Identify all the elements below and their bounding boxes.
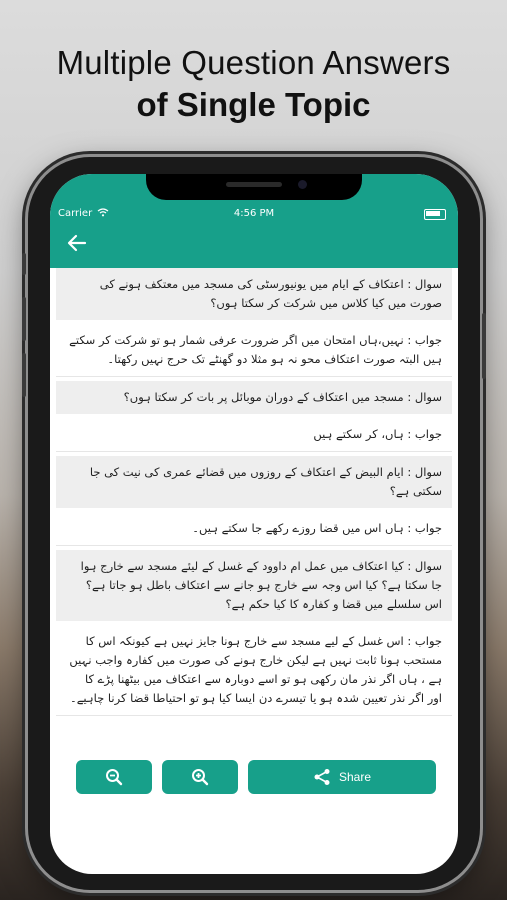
phone-power-button: [482, 313, 486, 379]
bottom-toolbar: [50, 754, 458, 802]
status-time: 4:56 PM: [233, 208, 275, 219]
promo-headline-line1: Multiple Question Answers: [56, 44, 451, 81]
question-item: سوال : مسجد میں اعتکاف کے دوران موبائل پر بات کر سکتا ہوں؟: [56, 381, 452, 414]
zoom-in-button[interactable]: [162, 760, 238, 794]
promo-headline-line2: of Single Topic: [136, 86, 371, 123]
battery-icon: [424, 209, 446, 220]
status-bar: [50, 208, 458, 224]
zoom-out-button[interactable]: [76, 760, 152, 794]
share-label: Share: [338, 770, 372, 784]
share-icon: [313, 768, 331, 786]
question-item: سوال : کیا اعتکاف میں عمل ام داوود کے غسل کے لیئے مسجد سے خارج ہوا جا سکتا ہے؟ کیا اس وجہ سے خارج ہو جانے سے اعتکاف باطل ہو جاتا ہے؟ اس سلسلے میں قضا و کفارہ کا کیا حکم ہے؟: [56, 550, 452, 621]
zoom-in-icon: [191, 768, 209, 786]
front-camera: [298, 180, 307, 189]
back-button[interactable]: [66, 232, 94, 260]
zoom-out-icon: [105, 768, 123, 786]
qa-list[interactable]: [50, 268, 458, 748]
arrow-left-icon: [66, 232, 88, 254]
answer-item: جواب : نہیں،ہاں امتحان میں اگر ضرورت عرفی شمار ہو تو شرکت کر سکتے ہیں البتہ صورت اعتکاف محو نہ ہو مثلا دو گھنٹے تک حرج نہیں رکھتا۔: [56, 324, 452, 377]
phone-volume-down: [22, 353, 26, 397]
answer-item: جواب : ہاں، کر سکتے ہیں: [56, 418, 452, 452]
phone-volume-up: [22, 297, 26, 341]
answer-item: جواب : ہاں اس میں قضا روزے رکھے جا سکتے ہیں۔: [56, 512, 452, 546]
speaker-grille: [226, 182, 282, 187]
phone-frame: [28, 157, 480, 890]
question-item: سوال : ایام البیض کے اعتکاف کے روزوں میں قضائے عمری کی نیت کی جا سکتی ہے؟: [56, 456, 452, 508]
answer-item: جواب : اس غسل کے لیے مسجد سے خارج ہونا جایز نہیں ہے کیونکہ اس کا مستحب ہونا ثابت نہیں ہے لیکن خارج ہونے کی صورت میں کفارہ واجب نہیں ہے ، ہاں اگر نذر مان رکھی ہو تو اسے دوبارہ سے اعتکاف میں بیٹھنا پڑے کا اور اگر نذر تعیین شدہ ہو یا تیسرے دن ایسا کیا ہو تو احتیاطا قضا کرنا چاہیے۔: [56, 625, 452, 716]
share-button[interactable]: [248, 760, 436, 794]
carrier-text: Carrier: [58, 208, 93, 219]
question-item: سوال : اعتکاف کے ایام میں یونیورسٹی کی مسجد میں معتکف ہونے کی صورت میں کیا کلاس میں شرکت کر سکتا ہوں؟: [56, 268, 452, 320]
phone-notch: [146, 174, 362, 200]
phone-mute-switch: [22, 253, 26, 275]
phone-screen: [50, 174, 458, 874]
